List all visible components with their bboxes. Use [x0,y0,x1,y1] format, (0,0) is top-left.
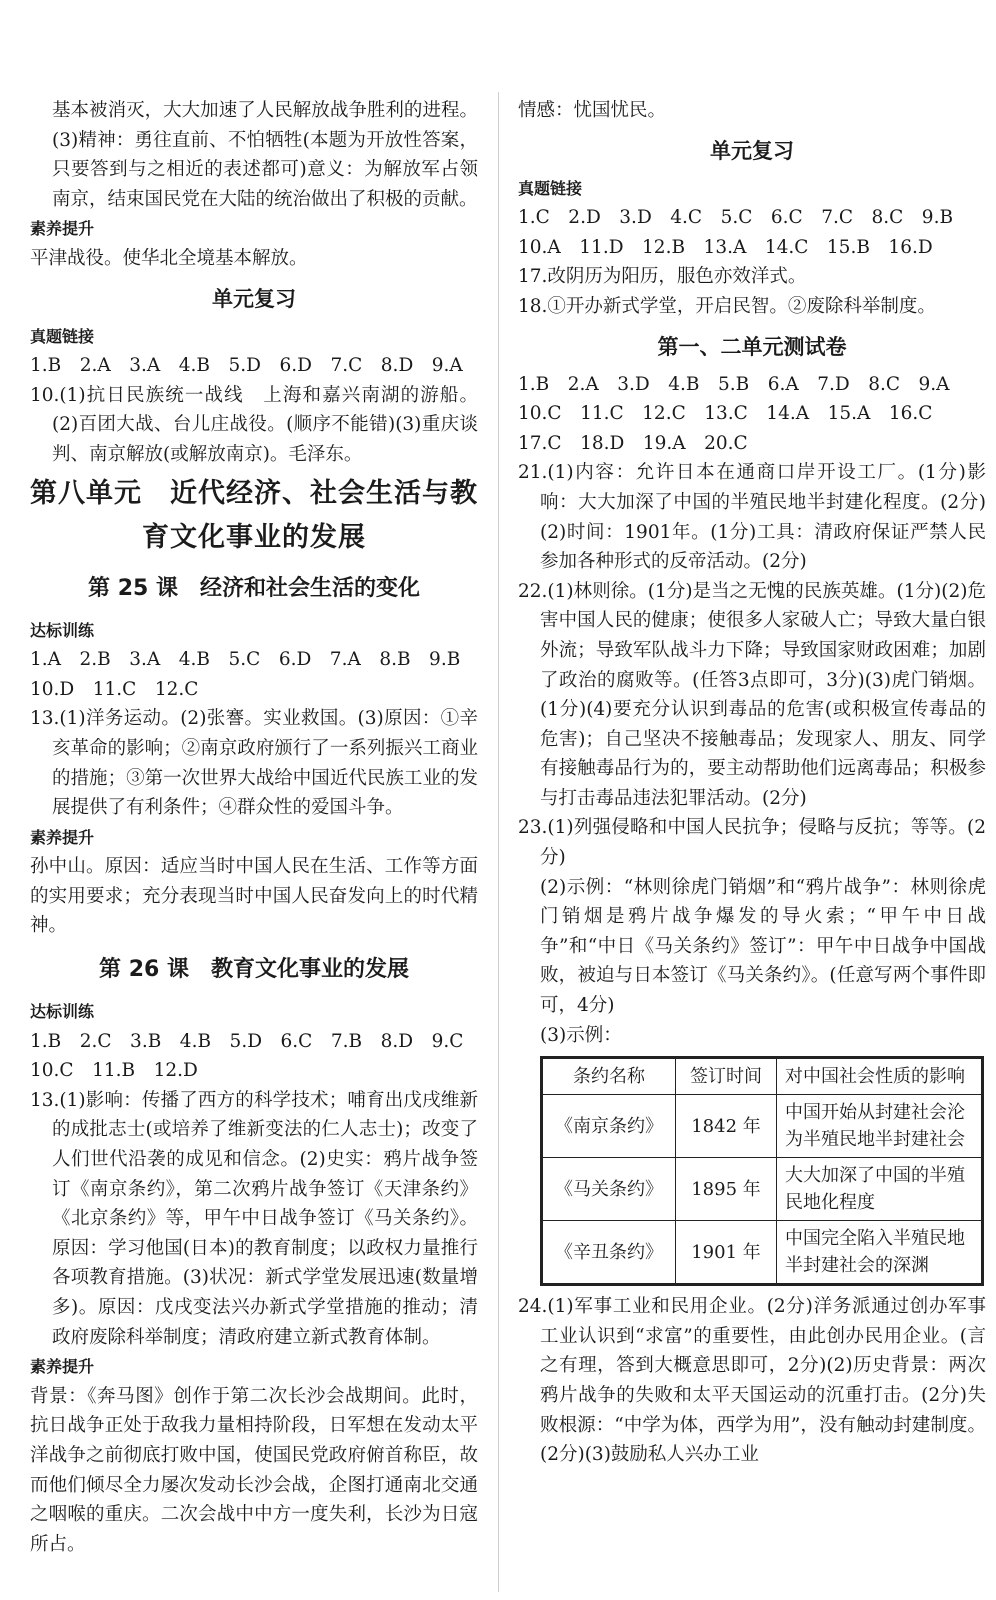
table-cell: 1895 年 [676,1158,777,1221]
table-row [542,1158,983,1221]
answer-key-line: 1.A 2.B 3.A 4.B 5.C 6.D 7.A 8.B 9.B [30,649,461,671]
subsection-heading: 达标训练 [30,620,95,640]
right-column [518,96,986,1470]
treaty-table [540,1056,984,1286]
answer-key-line: 1.B 2.A 3.D 4.B 5.B 6.A 7.D 8.C 9.A [518,373,950,395]
answer-key-line: 1.C 2.D 3.D 4.C 5.C 6.C 7.C 8.C 9.B [518,207,954,229]
table-cell: 中国完全陷入半殖民地半封建社会的深渊 [777,1221,983,1285]
answer-key-line: 10.C 11.C 12.C 13.C 14.A 15.A 16.C [518,403,933,425]
subsection-heading: 达标训练 [30,1002,95,1022]
answer-paragraph: 22.(1)林则徐。(1分)是当之无愧的民族英雄。(1分)(2)危害中国人民的健康；使很多人家破人亡；导致大量白银外流；导致军队战斗力下降；导致国家财政困难；加剧了政治的腐败等。(任答3点即可，3分)(3)虎门销烟。(1分)(4)要充分认识到毒品的危害(或积极宣传毒品的危害)；自己坚决不接触毒品；发现家人、朋友、同学有接触毒品行为的，要主动帮助他们远离毒品；积极参与打击毒品违法犯罪活动。(2分) [518,580,986,809]
answer-paragraph: 基本被消灭，大大加速了人民解放战争胜利的进程。(3)精神：勇往直前、不怕牺牲(本题为开放性答案，只要答到与之相近的表述都可)意义：为解放军占领南京，结束国民党在大陆的统治做出了积极的贡献。 [52,100,478,210]
table-cell: 中国开始从封建社会沦为半殖民地半封建社会 [777,1095,983,1158]
answer-paragraph: (3)示例： [540,1024,622,1046]
lesson-title: 第 25 课 经济和社会生活的变化 [88,575,420,601]
table-header-row [542,1058,983,1095]
answer-paragraph: 10.(1)抗日民族统一战线 上海和嘉兴南湖的游船。(2)百团大战、台儿庄战役。(顺序不能错)(3)重庆谈判、南京解放(或解放南京)。毛泽东。 [30,384,478,465]
table-row [542,1095,983,1158]
answer-paragraph: 21.(1)内容：允许日本在通商口岸开设工厂。(1分)影响：大大加深了中国的半殖民地半封建化程度。(2分)(2)时间：1901年。(1分)工具：清政府保证严禁人民参加各种形式的反帝活动。(2分) [518,462,986,573]
table-header-cell: 签订时间 [676,1058,777,1095]
answer-paragraph: 13.(1)洋务运动。(2)张謇。实业救国。(3)原因：①辛亥革命的影响；②南京政府颁行了一系列振兴工商业的措施；③第一次世界大战给中国近代民族工业的发展提供了有利条件；④群众性的爱国斗争。 [30,708,478,819]
answer-paragraph: 17.改阴历为阳历，服色亦效洋式。 [518,266,807,288]
table-cell: 1901 年 [676,1221,777,1285]
table-cell: 《马关条约》 [542,1158,676,1221]
section-heading: 单元复习 [212,286,296,311]
table-row [542,1221,983,1285]
answer-key-line: 1.B 2.A 3.A 4.B 5.D 6.D 7.C 8.D 9.A [30,355,463,377]
answer-key-line: 10.A 11.D 12.B 13.A 14.C 15.B 16.D [518,236,933,258]
answer-paragraph: (2)示例：“林则徐虎门销烟”和“鸦片战争”：林则徐虎门销烟是鸦片战争爆发的导火索；“甲午中日战争”和“中日《马关条约》签订”：甲午中日战争中国战败，被迫与日本签订《马关条约》。(任意写两个事件即可，4分) [540,876,986,1017]
subsection-heading: 真题链接 [518,178,583,198]
answer-paragraph: 23.(1)列强侵略和中国人民抗争；侵略与反抗；等等。(2分) [518,817,986,869]
answer-key-line: 1.B 2.C 3.B 4.B 5.D 6.C 7.B 8.D 9.C [30,1030,464,1052]
answer-key-line: 10.C 11.B 12.D [30,1060,198,1082]
answer-paragraph: 13.(1)影响：传播了西方的科学技术；哺育出戊戌维新的成批志士(或培养了维新变法的仁人志士)；改变了人们世代沿袭的成见和信念。(2)史实：鸦片战争签订《南京条约》，第二次鸦片战争签订《天津条约》《北京条约》等，甲午中日战争签订《马关条约》。原因：学习他国(日本)的教育制度；以政权力量推行各项教育措施。(3)状况：新式学堂发展迅速(数量增多)。原因：戊戌变法兴办新式学堂措施的推动；清政府废除科举制度；清政府建立新式教育体制。 [30,1089,478,1348]
lesson-title: 第 26 课 教育文化事业的发展 [99,957,409,983]
table-cell: 《南京条约》 [542,1095,676,1158]
section-heading: 第一、二单元测试卷 [657,334,847,359]
table-header-cell: 条约名称 [542,1058,676,1095]
answer-paragraph: 情感：忧国忧民。 [518,100,667,121]
subsection-heading: 素养提升 [30,219,95,239]
column-divider [498,92,499,1592]
answer-paragraph: 背景：《奔马图》创作于第二次长沙会战期间。此时，抗日战争正处于敌我力量相持阶段，日军想在发动太平洋战争之前彻底打败中国，使国民党政府俯首称臣，故而他们倾尽全力屡次发动长沙会战，企图打通南北交通之咽喉的重庆。二次会战中中方一度失利，长沙为日寇所占。 [30,1385,478,1555]
answer-key-line: 10.D 11.C 12.C [30,678,199,700]
subsection-heading: 素养提升 [30,1357,95,1377]
answer-paragraph: 平津战役。使华北全境基本解放。 [30,247,308,269]
answer-paragraph: 孙中山。原因：适应当时中国人民在生活、工作等方面的实用要求；充分表现当时中国人民奋发向上的时代精神。 [30,856,478,937]
section-heading: 单元复习 [710,138,794,163]
unit-title: 第八单元 近代经济、社会生活与教育文化事业的发展 [30,477,478,553]
answer-paragraph: 24.(1)军事工业和民用企业。(2分)洋务派通过创办军事工业认识到“求富”的重要性，由此创办民用企业。(言之有理，答到大概意思即可，2分)(2)历史背景：两次鸦片战争的失败和太平天国运动的沉重打击。(2分)失败根源：“中学为体，西学为用”，没有触动封建制度。(2分)(3)鼓励私人兴办工业 [518,1296,986,1466]
subsection-heading: 真题链接 [30,326,95,346]
table-header-cell: 对中国社会性质的影响 [777,1058,983,1095]
answer-key-line: 17.C 18.D 19.A 20.C [518,432,748,454]
table-cell: 《辛丑条约》 [542,1221,676,1285]
answer-paragraph: 18.①开办新式学堂，开启民智。②废除科举制度。 [518,295,936,317]
subsection-heading: 素养提升 [30,827,95,847]
left-column [30,96,478,1559]
table-cell: 1842 年 [676,1095,777,1158]
table-cell: 大大加深了中国的半殖民地化程度 [777,1158,983,1221]
